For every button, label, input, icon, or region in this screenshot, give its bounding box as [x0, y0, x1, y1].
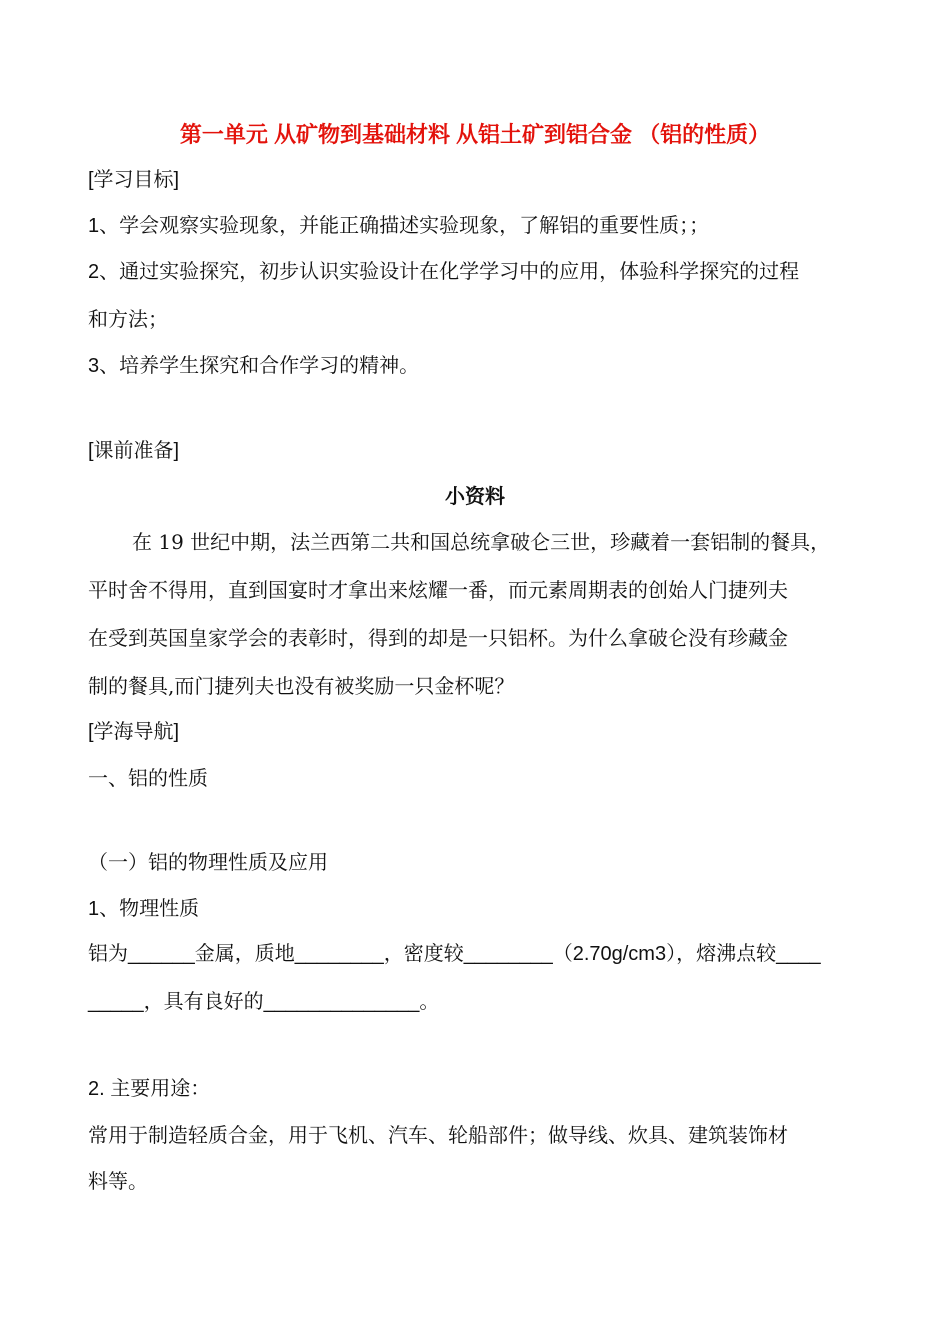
- objective-item-2: 2、通过实验探究，初步认识实验设计在化学学习中的应用，体验科学探究的过程: [88, 261, 800, 283]
- story-line-1: 在 19 世纪中期，法兰西第二共和国总统拿破仑三世，珍藏着一套铝制的餐具，: [132, 530, 831, 554]
- story-line-4: 制的餐具,而门捷列夫也没有被奖励一只金杯呢？: [88, 674, 515, 698]
- page-title: 第一单元 从矿物到基础材料 从铝土矿到铝合金 （铝的性质）: [179, 122, 771, 147]
- box-title: 小资料: [445, 486, 505, 508]
- uses-heading: 2. 主要用途：: [88, 1078, 211, 1100]
- story-line-2: 平时舍不得用，直到国宴时才拿出来炫耀一番，而元素周期表的创始人门捷列夫: [88, 578, 788, 602]
- section-heading: 一、铝的性质: [88, 768, 208, 790]
- objective-item-3: 3、培养学生探究和合作学习的精神。: [88, 355, 420, 377]
- story-line-3: 在受到英国皇家学会的表彰时，得到的却是一只铝杯。为什么拿破仑没有珍藏金: [88, 626, 788, 650]
- physical-properties-heading: 1、物理性质: [88, 898, 200, 920]
- objective-item-2-continued: 和方法；: [88, 309, 168, 331]
- uses-line-1: 常用于制造轻质合金，用于飞机、汽车、轮船部件；做导线、炊具、建筑装饰材: [88, 1125, 788, 1147]
- objectives-heading: [学习目标]: [88, 169, 180, 191]
- physical-properties-line-1: 铝为______金属，质地________，密度较________（2.70g/cm3），熔沸点较____: [88, 943, 821, 965]
- physical-properties-line-2: _____，具有良好的______________。: [88, 991, 440, 1013]
- guide-heading: [学海导航]: [88, 721, 180, 743]
- objective-item-1: 1、学会观察实验现象，并能正确描述实验现象，了解铝的重要性质；；: [88, 215, 710, 237]
- prep-heading: [课前准备]: [88, 440, 180, 462]
- uses-line-2: 料等。: [88, 1171, 148, 1193]
- subsection-heading: （一）铝的物理性质及应用: [88, 852, 328, 874]
